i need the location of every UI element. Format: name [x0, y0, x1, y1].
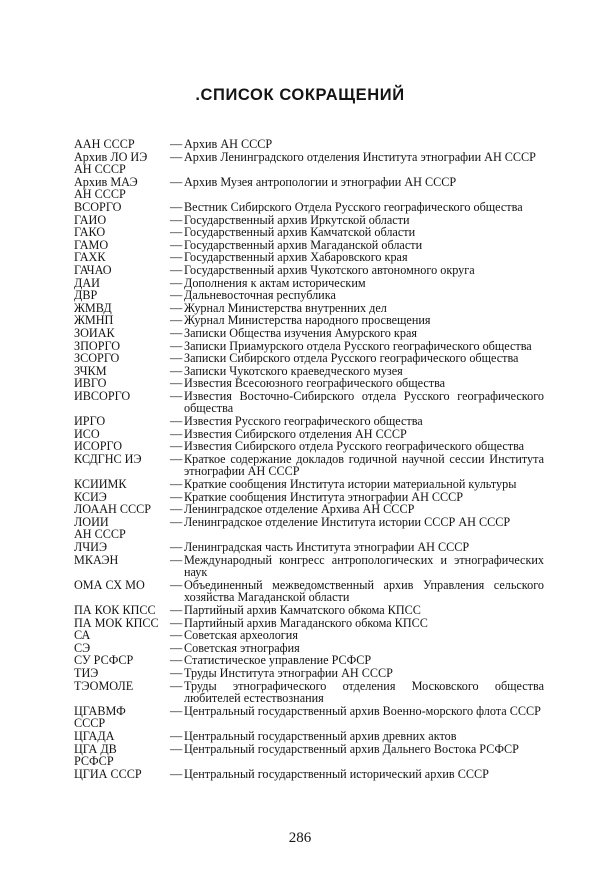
- dash-separator: —: [170, 703, 183, 718]
- definition: Известия Русского географического общества: [184, 414, 423, 429]
- abbreviation: ПА МОК КПСС: [74, 615, 159, 630]
- abbreviation-entry: [74, 352, 544, 365]
- abbreviation: ГАКО: [74, 225, 106, 240]
- definition: Краткое содержание докладов годичной научной сессии Института этнографии АН СССР: [184, 451, 544, 479]
- abbreviation: Архив МАЭ АН СССР: [74, 174, 138, 202]
- dash-separator: —: [170, 338, 183, 353]
- dash-separator: —: [170, 225, 183, 240]
- abbreviation: ИСОРГО: [74, 439, 123, 454]
- dash-separator: —: [170, 237, 183, 252]
- abbreviation-entry: [74, 516, 544, 541]
- abbreviation-entry: [74, 327, 544, 340]
- abbreviation: ЦГАДА: [74, 728, 115, 743]
- definition: Центральный государственный архив Дальнего Востока РСФСР: [184, 741, 519, 756]
- dash-separator: —: [170, 199, 183, 214]
- dash-separator: —: [170, 137, 183, 151]
- dash-separator: —: [170, 489, 183, 504]
- abbreviation: СЭ: [74, 640, 91, 655]
- definition: Краткие сообщения Института этнографии АН СССР: [184, 489, 464, 504]
- definition: Известия Всесоюзного географического общества: [184, 376, 446, 391]
- dash-separator: —: [170, 149, 183, 164]
- dash-separator: —: [170, 615, 183, 630]
- abbreviation-entry: [74, 377, 544, 390]
- abbreviation: КСДГНС ИЭ: [74, 451, 142, 466]
- definition: Партийный архив Магаданского обкома КПСС: [184, 615, 428, 630]
- dash-separator: —: [170, 628, 183, 643]
- dash-separator: —: [170, 262, 183, 277]
- definition: Труды этнографического отделения Московского общества любителей естествознания: [184, 678, 544, 706]
- definition: Ленинградское отделение Архива АН СССР: [184, 502, 415, 517]
- abbreviation: ЗПОРГО: [74, 338, 121, 353]
- dash-separator: —: [170, 451, 183, 466]
- definition: Международный конгресс антропологических и этнографических наук: [184, 552, 544, 580]
- abbreviation: ЦГА ДВ РСФСР: [74, 741, 117, 769]
- abbreviation: ИВСОРГО: [74, 388, 131, 403]
- dash-separator: —: [170, 728, 183, 743]
- abbreviation-entry: [74, 705, 544, 730]
- abbreviation: ЗЧКМ: [74, 363, 107, 378]
- dash-separator: —: [170, 300, 183, 315]
- definition: Объединенный межведомственный архив Управления сельского хозяйства Магаданской области: [184, 577, 544, 605]
- dash-separator: —: [170, 288, 183, 303]
- abbreviation-entry: [74, 730, 544, 743]
- abbreviation: СУ РСФСР: [74, 653, 134, 668]
- abbreviation-entry: [74, 579, 544, 604]
- dash-separator: —: [170, 653, 183, 668]
- dash-separator: —: [170, 477, 183, 492]
- dash-separator: —: [170, 351, 183, 366]
- definition: Государственный архив Чукотского автономного округа: [184, 262, 475, 277]
- abbreviation: ЗОИАК: [74, 325, 115, 340]
- dash-separator: —: [170, 741, 183, 756]
- dash-separator: —: [170, 439, 183, 454]
- abbreviation-entry: [74, 478, 544, 491]
- abbreviation-entry: [74, 680, 544, 705]
- page-title: .СПИСОК СОКРАЩЕНИЙ: [195, 86, 405, 104]
- definition: Записки Сибирского отдела Русского географического общества: [184, 351, 519, 366]
- abbreviation: ПА КОК КПСС: [74, 602, 156, 617]
- dash-separator: —: [170, 552, 183, 567]
- definition: Известия Сибирского отдела Русского географического общества: [184, 439, 525, 454]
- definition: Архив Ленинградского отделения Института этнографии АН СССР: [184, 149, 536, 164]
- abbreviation-entry: [74, 604, 544, 617]
- abbreviation: СА: [74, 628, 91, 643]
- abbreviation-entry: [74, 503, 544, 516]
- dash-separator: —: [170, 502, 183, 517]
- abbreviation-entry: [74, 440, 544, 453]
- dash-separator: —: [170, 313, 183, 328]
- abbreviation: ВСОРГО: [74, 199, 122, 214]
- definition: Государственный архив Хабаровского края: [184, 250, 408, 265]
- abbreviation-entry: [74, 226, 544, 239]
- definition: Архив АН СССР: [184, 137, 273, 151]
- definition: Записки Чукотского краеведческого музея: [184, 363, 403, 378]
- definition: Статистическое управление РСФСР: [184, 653, 372, 668]
- definition: Центральный государственный исторический архив СССР: [184, 766, 489, 781]
- abbreviation: ИРГО: [74, 414, 106, 429]
- definition: Дополнения к актам историческим: [184, 275, 366, 290]
- abbreviation-entry: [74, 541, 544, 554]
- dash-separator: —: [170, 766, 183, 781]
- definition: Ленинградская часть Института этнографии АН СССР: [184, 540, 470, 554]
- dash-separator: —: [170, 250, 183, 265]
- dash-separator: —: [170, 376, 183, 391]
- definition: Центральный государственный архив Военно-морского флота СССР: [184, 703, 541, 718]
- abbreviation: ГАЧАО: [74, 262, 112, 277]
- definition: Дальневосточная республика: [184, 288, 336, 303]
- abbreviation-entry: [74, 289, 544, 302]
- abbreviation: ИСО: [74, 426, 100, 441]
- dash-separator: —: [170, 540, 183, 554]
- definition: Вестник Сибирского Отдела Русского географического общества: [184, 199, 523, 214]
- definition: Известия Восточно-Сибирского отдела Русского географического общества: [184, 388, 544, 416]
- definition: Журнал Министерства народного просвещения: [184, 313, 431, 328]
- dash-separator: —: [170, 275, 183, 290]
- abbreviation: КСИИМК: [74, 477, 127, 492]
- abbreviation: ЛОИИ АН СССР: [74, 514, 126, 542]
- dash-separator: —: [170, 212, 183, 227]
- dash-separator: —: [170, 174, 183, 189]
- definition: Государственный архив Иркутской области: [184, 212, 410, 227]
- abbreviation: ГАМО: [74, 237, 109, 252]
- abbreviation-entry: [74, 264, 544, 277]
- abbreviation-entry: [74, 768, 544, 781]
- abbreviation-entry: [74, 667, 544, 680]
- abbreviation-entry: [74, 415, 544, 428]
- abbreviation-entry: [74, 453, 544, 478]
- definition: Партийный архив Камчатского обкома КПСС: [184, 602, 421, 617]
- abbreviation: ОМА СХ МО: [74, 577, 145, 592]
- dash-separator: —: [170, 602, 183, 617]
- dash-separator: —: [170, 363, 183, 378]
- definition: Записки Приамурского отдела Русского географического общества: [184, 338, 532, 353]
- abbreviation: ЛОААН СССР: [74, 502, 152, 517]
- abbreviation: КСИЭ: [74, 489, 107, 504]
- definition: Государственный архив Магаданской области: [184, 237, 423, 252]
- dash-separator: —: [170, 640, 183, 655]
- dash-separator: —: [170, 426, 183, 441]
- abbreviation-entry: [74, 176, 544, 201]
- definition: Ленинградское отделение Института истории СССР АН СССР: [184, 514, 511, 529]
- abbreviation-entry: [74, 554, 544, 579]
- abbreviation: Архив ЛО ИЭ АН СССР: [74, 149, 148, 177]
- dash-separator: —: [170, 414, 183, 429]
- abbreviation: ТЭОМОЛЕ: [74, 678, 134, 693]
- abbreviation: ЖМВД: [74, 300, 112, 315]
- abbreviation: ГАХК: [74, 250, 106, 265]
- definition: Архив Музея антропологии и этнографии АН СССР: [184, 174, 457, 189]
- dash-separator: —: [170, 678, 183, 693]
- abbreviation-entry: [74, 743, 544, 768]
- definition: Краткие сообщения Института истории материальной культуры: [184, 477, 517, 492]
- definition: Советская археология: [184, 628, 298, 643]
- abbreviation-list: [74, 138, 544, 780]
- abbreviation: ИВГО: [74, 376, 107, 391]
- abbreviation: ЦГАВМФ СССР: [74, 703, 126, 731]
- abbreviation-entry: [74, 390, 544, 415]
- dash-separator: —: [170, 665, 183, 680]
- abbreviation: ТИЭ: [74, 665, 99, 680]
- abbreviation: ЗСОРГО: [74, 351, 120, 366]
- dash-separator: —: [170, 388, 183, 403]
- definition: Известия Сибирского отделения АН СССР: [184, 426, 407, 441]
- abbreviation-entry: [74, 138, 544, 151]
- page-number: 286: [288, 830, 312, 846]
- definition: Журнал Министерства внутренних дел: [184, 300, 387, 315]
- abbreviation: ААН СССР: [74, 137, 135, 151]
- definition: Труды Института этнографии АН СССР: [184, 665, 393, 680]
- definition: Записки Общества изучения Амурского края: [184, 325, 417, 340]
- abbreviation: МКАЭН: [74, 552, 119, 567]
- abbreviation: ЦГИА СССР: [74, 766, 142, 781]
- abbreviation: ДАИ: [74, 275, 100, 290]
- dash-separator: —: [170, 325, 183, 340]
- abbreviation-entry: [74, 617, 544, 630]
- definition: Центральный государственный архив древних актов: [184, 728, 457, 743]
- dash-separator: —: [170, 577, 183, 592]
- abbreviation-entry: [74, 151, 544, 176]
- definition: Государственный архив Камчатской области: [184, 225, 416, 240]
- abbreviation-entry: [74, 201, 544, 214]
- dash-separator: —: [170, 514, 183, 529]
- abbreviation: ЖМНП: [74, 313, 114, 328]
- definition: Советская этнография: [184, 640, 300, 655]
- abbreviation: ДВР: [74, 288, 98, 303]
- abbreviation-entry: [74, 629, 544, 642]
- abbreviation: ГАИО: [74, 212, 107, 227]
- abbreviation: ЛЧИЭ: [74, 540, 108, 554]
